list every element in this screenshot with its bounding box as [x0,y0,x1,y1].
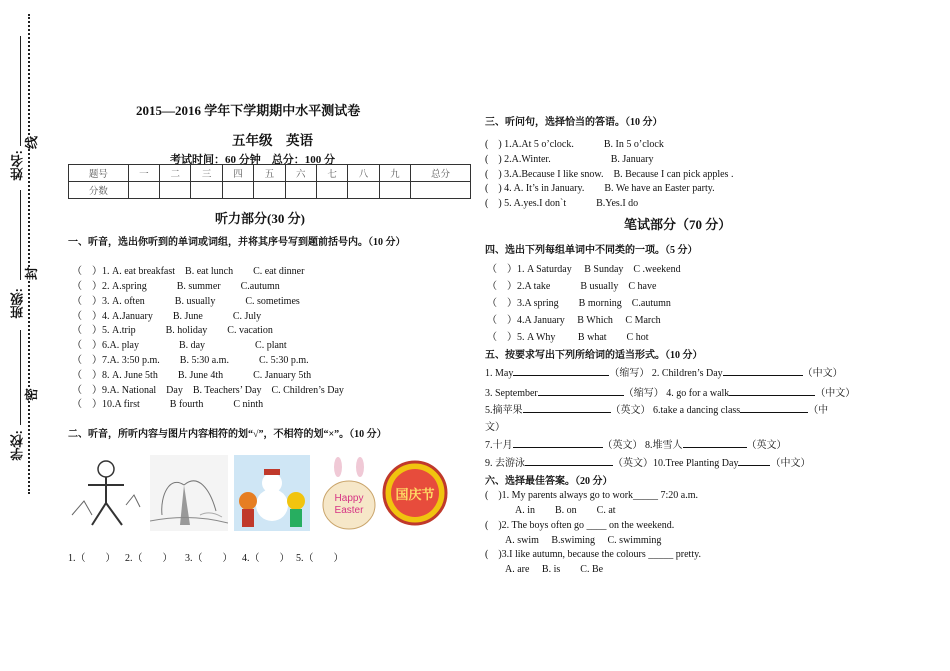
answer-blank[interactable] [538,386,624,396]
answer-blank[interactable] [683,438,747,448]
exam-title: 2015—2016 学年下学期期中水平测试卷 [136,103,361,118]
score-cell[interactable] [254,182,285,199]
sec5-line-3-wrap: 文） [485,422,505,433]
score-cell[interactable] [160,182,191,199]
score-cell[interactable] [222,182,253,199]
score-header-cell: 三 [191,165,222,182]
sec1-title: 一、听音，选出你听到的单词或词组，并将其序号写到题前括号内。（10 分） [68,237,406,248]
score-header-cell: 七 [316,165,347,182]
sec1-item: （ ）5. A.trip B. holiday C. vacation [72,325,273,336]
sec2-answer-1[interactable]: 1.（ ） [68,553,116,564]
score-row-label: 分数 [69,182,129,199]
sec1-item: （ ）10.A first B fourth C ninth [72,399,264,410]
seal-xian: 线 [21,136,40,149]
score-cell[interactable] [348,182,379,199]
score-cell[interactable] [411,182,471,199]
exam-time-info: 考试时间：60 分钟 总分：100 分 [170,154,335,166]
score-header-cell: 二 [160,165,191,182]
sec3-item: ( ) 3.A.Because I like snow. B. Because I can pick apples . [485,169,734,180]
score-cell[interactable] [128,182,159,199]
score-header-cell: 六 [285,165,316,182]
score-cell[interactable] [379,182,410,199]
national-day-text: 国庆节 [395,488,435,503]
sec3-title: 三、听问句，选择恰当的答语。（10 分） [485,117,663,128]
sec4-item: （ ）4.A January B Which C March [487,315,661,326]
sec2-answer-2[interactable]: 2.（ ） [125,553,173,564]
sec2-answer-3[interactable]: 3.（ ） [185,553,233,564]
score-header-cell: 九 [379,165,410,182]
sec6-item: ( )2. The boys often go ____ on the weekend. [485,520,675,531]
sec5-line-3: 5.摘苹果 （英文） 6.take a dancing class （中 [485,405,829,416]
score-cell[interactable] [316,182,347,199]
sec6-options: A. swim B.swiming C. swimming [485,535,662,546]
sec2-answer-5[interactable]: 5.（ ） [296,553,344,564]
sec5-line-1: 1. May （缩写） 2. Children’s Day （中文） [485,368,843,379]
answer-blank[interactable] [525,456,613,466]
sec6-item: ( )3.I like autumn, because the colours _____ pretty. [485,549,701,560]
picture-snowman [234,455,310,531]
sec3-item: ( ) 5. A.yes.I don`t B.Yes.I do [485,198,639,209]
sec2-title: 二、听音，所听内容与图片内容相符的划“√”，不相符的划“×”。（10 分） [68,429,387,440]
school-label: 学校: [10,430,25,461]
sec1-item: （ ）4. A.January B. June C. July [72,311,262,322]
sec1-item: （ ）1. A. eat breakfast B. eat lunch C. eat dinner [72,266,305,277]
answer-blank[interactable] [729,386,815,396]
sec4-item: （ ）3.A spring B morning C.autumn [487,298,671,309]
binding-dotted-line [28,14,30,494]
sec5-line-4: 7.十月 （英文） 8.堆雪人 （英文） [485,440,787,451]
picture-exercise [68,455,144,531]
easter-text-2: Easter [334,505,364,516]
score-header-cell: 一 [128,165,159,182]
sec3-item: ( ) 1.A.At 5 o’clock. B. In 5 o’clock [485,139,664,150]
score-table [68,164,471,199]
sec3-item: ( ) 2.A.Winter. B. January [485,154,654,165]
sec2-answer-4[interactable]: 4.（ ） [242,553,290,564]
sec1-item: （ ）3. A. often B. usually C. sometimes [72,296,300,307]
sec5-line-2: 3. September （缩写） 4. go for a walk （中文） [485,388,856,399]
score-header-cell: 总分 [411,165,471,182]
score-header-cell: 题号 [69,165,129,182]
exam-subtitle: 五年级 英语 [232,133,313,148]
answer-blank[interactable] [738,456,770,466]
answer-blank[interactable] [523,403,611,413]
sec1-item: （ ）6.A. play B. day C. plant [72,340,287,351]
picture-easter [318,455,380,531]
score-header-cell: 五 [254,165,285,182]
sec3-item: ( ) 4. A. It’s in January. B. We have an Easter party. [485,183,715,194]
answer-blank[interactable] [513,366,609,376]
sec1-item: （ ）9.A. National Day B. Teachers’ Day C. Children’s Day [72,385,344,396]
answer-blank[interactable] [513,438,603,448]
picture-national-day [382,455,448,531]
answer-blank[interactable] [723,366,803,376]
easter-text-1: Happy [334,493,364,504]
sec4-item: （ ）5. A Why B what C hot [487,332,649,343]
sec4-item: （ ）1. A Saturday B Sunday C .weekend [487,264,681,275]
score-cell[interactable] [191,182,222,199]
score-cell[interactable] [285,182,316,199]
score-header-cell: 八 [348,165,379,182]
listening-heading: 听力部分(30 分) [215,211,305,226]
sec4-item: （ ）2.A take B usually C have [487,281,657,292]
sec6-item: ( )1. My parents always go to work_____ 7:20 a.m. [485,490,699,501]
school-fill-line[interactable] [20,330,21,425]
sec1-item: （ ）8. A. June 5th B. June 4th C. January 5th [72,370,312,381]
sec4-title: 四、选出下列每组单词中不同类的一项。（5 分） [485,245,698,256]
answer-blank[interactable] [740,403,808,413]
class-label: 班级: [10,288,25,319]
seal-mi: 密 [21,388,40,401]
score-header-cell: 四 [222,165,253,182]
sec6-title: 六、选择最佳答案。（20 分） [485,476,613,487]
sec6-options: A. in B. on C. at [485,505,616,516]
sec5-line-5: 9. 去游泳 （英文）10.Tree Planting Day （中文） [485,458,811,469]
picture-landscape [150,455,228,531]
name-fill-line[interactable] [20,36,21,146]
sec5-title: 五、按要求写出下列所给词的适当形式。（10 分） [485,350,703,361]
written-heading: 笔试部分（70 分） [624,217,732,232]
sec1-item: （ ）2. A.spring B. summer C.autumn [72,281,280,292]
sec6-options: A. are B. is C. Be [485,564,604,575]
sec1-item: （ ）7.A. 3:50 p.m. B. 5:30 a.m. C. 5:30 p.m. [72,355,309,366]
seal-feng: 封 [21,267,40,280]
name-label: 姓名: [10,150,25,181]
